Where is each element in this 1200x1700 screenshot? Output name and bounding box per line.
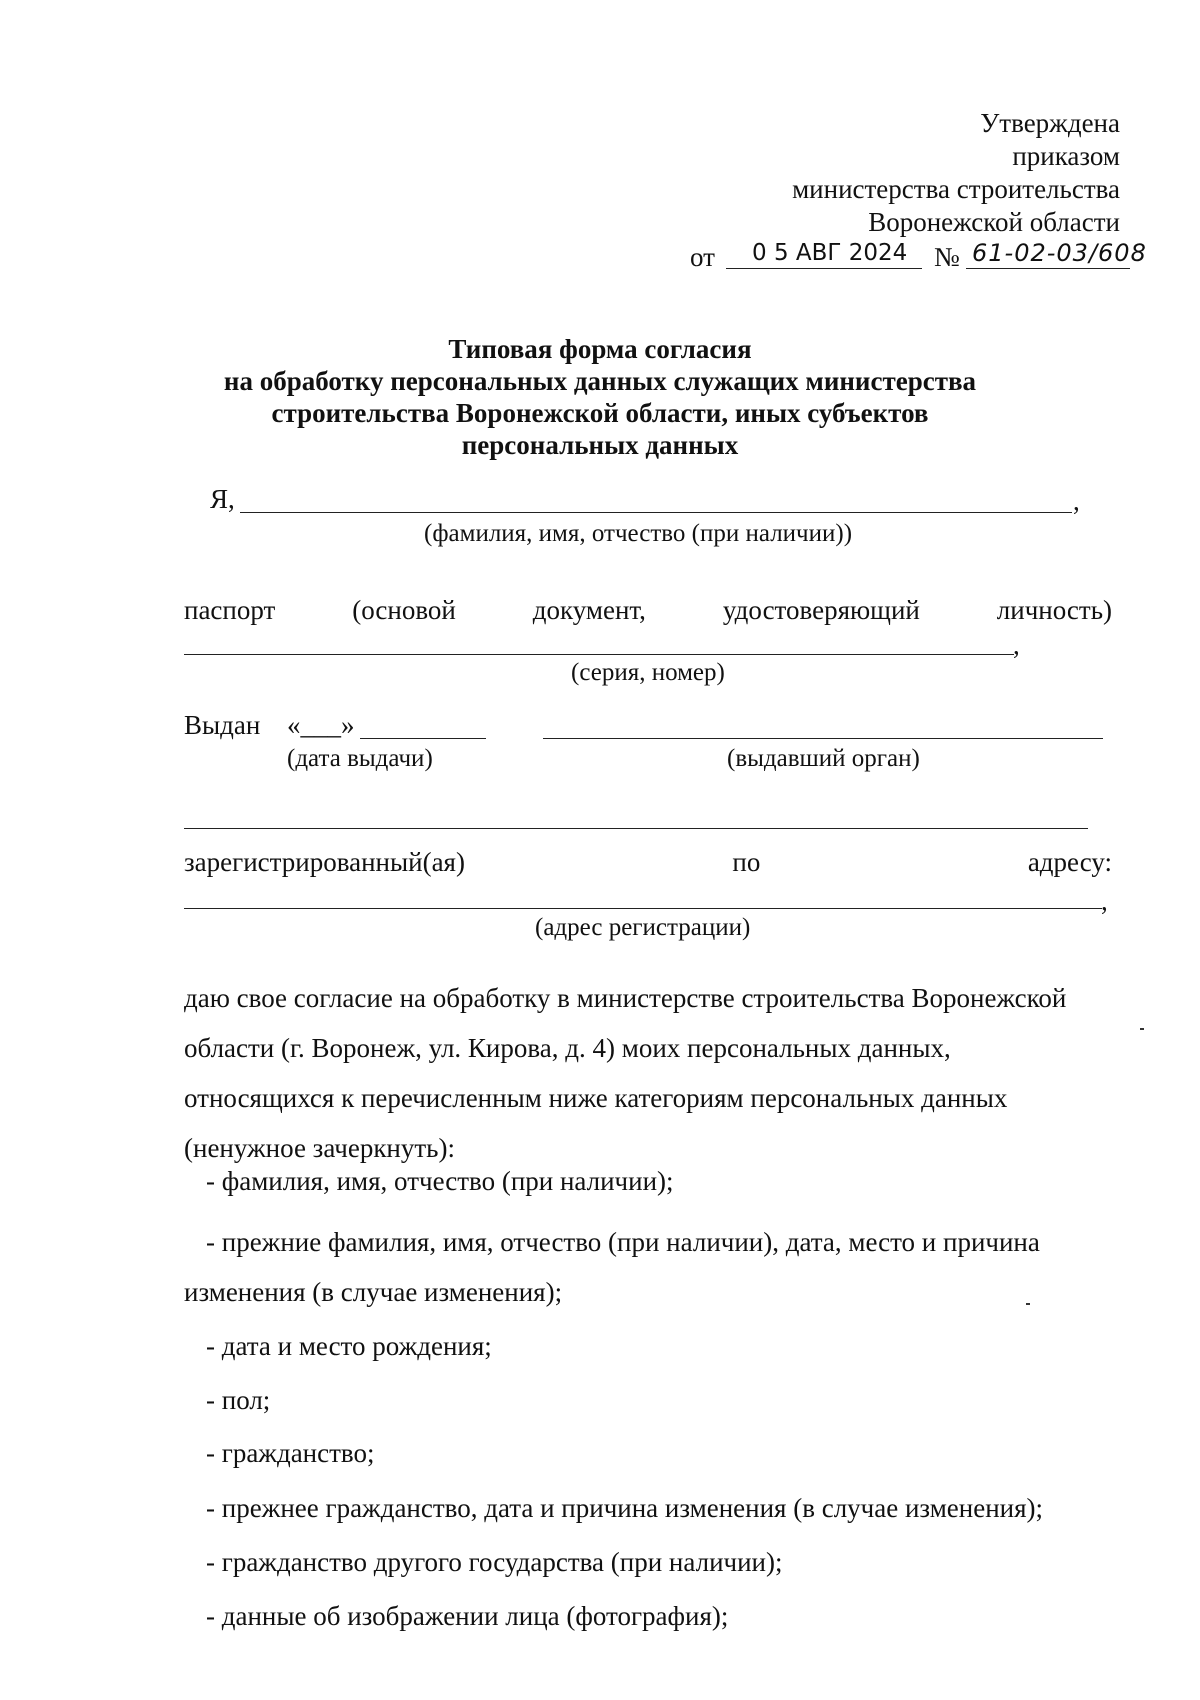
title-line-4: персональных данных: [461, 430, 739, 460]
registered-row: [184, 847, 1112, 878]
number-label: №: [934, 242, 960, 272]
issuer-caption: (выдавший орган): [727, 745, 920, 772]
issue-day-field[interactable]: «___»: [287, 710, 355, 740]
issue-date-caption: (дата выдачи): [287, 745, 433, 772]
from-label: от: [690, 242, 715, 272]
approval-line-3: министерства строительства: [792, 174, 1120, 204]
consent-word: данных,: [857, 1033, 951, 1063]
list-item: - гражданство другого государства (при наличии);: [206, 1547, 783, 1577]
title-line-3: строительства Воронежской области, иных субъектов: [271, 398, 929, 428]
consent-word: (г. Воронеж,: [281, 1033, 422, 1063]
list-item: - прежние фамилия, имя, отчество (при наличии), дата, место и причина: [206, 1227, 1040, 1257]
approval-date-number: [690, 238, 1147, 278]
list-item: - дата и место рождения;: [206, 1331, 492, 1361]
issuer-line[interactable]: [543, 738, 1103, 739]
passport-row: [184, 595, 1112, 626]
consent-word: области: [184, 1033, 275, 1063]
passport-word: личность): [996, 595, 1112, 625]
consent-word: ул. Кирова,: [428, 1033, 559, 1063]
approval-number-handwritten: 61-02-03/608: [972, 239, 1147, 267]
consent-word: категориям: [614, 1083, 744, 1113]
passport-word: документ,: [532, 595, 646, 625]
consent-line-4: (ненужное зачеркнуть):: [184, 1133, 455, 1163]
series-comma: ,: [1013, 630, 1020, 660]
consent-word: персональных: [687, 1033, 852, 1063]
scan-speck: [1026, 1303, 1030, 1305]
consent-word: относящихся: [184, 1083, 335, 1113]
fio-comma: ,: [1073, 486, 1080, 516]
consent-word: к: [341, 1083, 355, 1113]
consent-line-3: [184, 1073, 1112, 1123]
fio-field-line[interactable]: [240, 512, 1072, 513]
address-caption: (адрес регистрации): [535, 914, 751, 941]
series-caption: (серия, номер): [571, 659, 725, 686]
i-label: Я,: [210, 484, 235, 514]
approval-date-stamp: 0 5 АВГ 2024: [752, 240, 908, 266]
form-title: [150, 333, 1050, 461]
consent-word: данных: [921, 1083, 1008, 1113]
passport-series-line[interactable]: [184, 654, 1014, 655]
issued-label: Выдан: [184, 710, 261, 740]
issue-date-line[interactable]: [360, 738, 486, 739]
title-line-1: Типовая форма согласия: [448, 334, 752, 364]
extra-field-line[interactable]: [184, 828, 1088, 829]
approval-block: [792, 107, 1120, 239]
consent-word: д. 4): [565, 1033, 615, 1063]
registered-word: зарегистрированный(ая): [184, 847, 465, 877]
passport-word: паспорт: [184, 595, 276, 625]
list-item: - прежнее гражданство, дата и причина изменения (в случае изменения);: [206, 1493, 1044, 1523]
consent-paragraph: [184, 973, 1112, 1173]
address-line[interactable]: [184, 908, 1102, 909]
list-item: - данные об изображении лица (фотография);: [206, 1601, 729, 1631]
list-item: - пол;: [206, 1385, 271, 1415]
passport-word: удостоверяющий: [722, 595, 920, 625]
address-comma: ,: [1101, 886, 1108, 916]
registered-word: адресу:: [1027, 847, 1112, 877]
approval-line-4: Воронежской области: [868, 207, 1120, 237]
consent-line-1: даю свое согласие на обработку в министерстве строительства Воронежской: [184, 983, 1067, 1013]
passport-word: (основой: [352, 595, 456, 625]
list-item: - гражданство;: [206, 1438, 375, 1468]
approval-line-1: Утверждена: [980, 108, 1120, 138]
consent-word: моих: [621, 1033, 681, 1063]
approval-line-2: приказом: [1012, 141, 1120, 171]
list-item: - фамилия, имя, отчество (при наличии);: [206, 1166, 674, 1196]
registered-word: по: [732, 847, 761, 877]
list-item-continuation: изменения (в случае изменения);: [184, 1277, 563, 1307]
consent-line-2: [184, 1023, 1112, 1073]
consent-word: персональных: [750, 1083, 915, 1113]
fio-caption: (фамилия, имя, отчество (при наличии)): [424, 520, 853, 547]
consent-word: ниже: [548, 1083, 608, 1113]
consent-word: перечисленным: [360, 1083, 542, 1113]
scan-speck: [1140, 1028, 1144, 1030]
title-line-2: на обработку персональных данных служащих министерства: [223, 366, 977, 396]
